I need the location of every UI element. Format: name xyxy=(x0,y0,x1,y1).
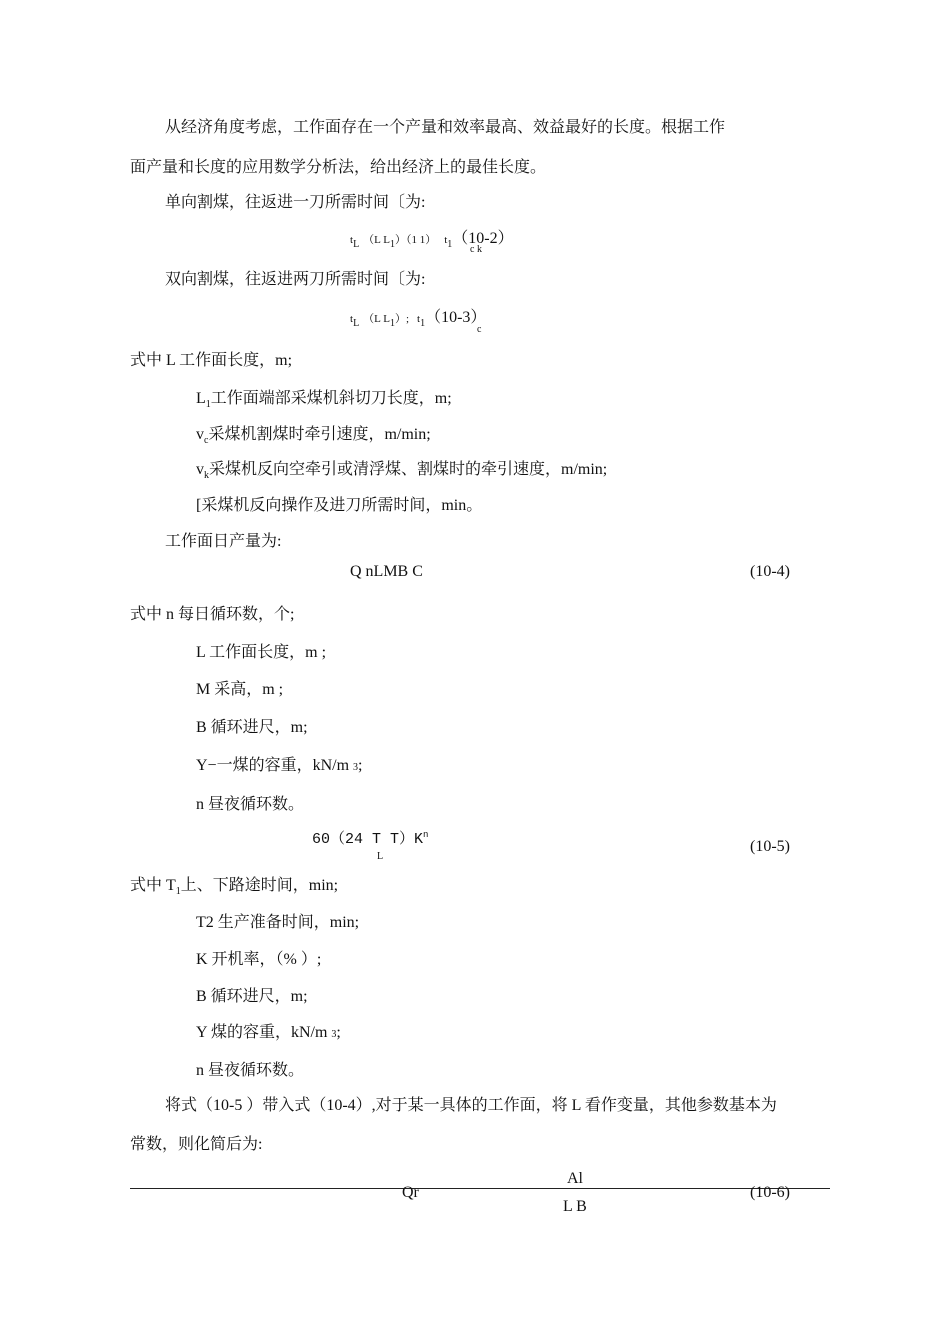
definition-item: B 循环进尺，m; xyxy=(196,719,308,736)
definition-item: $v_k$采煤机反向空牵引或清浮煤、割煤时的牵引速度，m/min; xyxy=(196,461,608,482)
equation-10-6-left: Qr xyxy=(402,1184,419,1201)
equation-number: (10-6) xyxy=(750,1184,790,1201)
equation-number: (10-5) xyxy=(750,838,790,855)
definition-item: B 循环进尺，m; xyxy=(196,988,308,1005)
definition-item: n 昼夜循环数。 xyxy=(196,796,305,813)
equation-10-4: Q nLMB C xyxy=(350,563,423,580)
equation-subscripts: c k xyxy=(470,244,482,255)
definition-item: M 采高，m ; xyxy=(196,681,284,698)
paragraph-line: 面产量和长度的应用数学分析法，给出经济上的最佳长度。 xyxy=(130,159,547,176)
definition-item: n 昼夜循环数。 xyxy=(196,1062,305,1079)
fraction-denominator: L B xyxy=(563,1198,587,1215)
definition-item: $L_1$工作面端部采煤机斜切刀长度，m; xyxy=(196,390,452,411)
definition-lead: 式中 L 工作面长度，m; xyxy=(130,352,293,369)
fraction-bar xyxy=(130,1188,830,1189)
equation-number: （10-3） xyxy=(425,309,487,326)
equation-subscripts: L xyxy=(377,851,384,862)
definition-item: [采煤机反向操作及进刀所需时间，min。 xyxy=(196,497,483,514)
equation-number: (10-4) xyxy=(750,563,790,580)
definition-item: Y−一煤的容重，kN/m 3; xyxy=(196,757,363,774)
paragraph-line: 单向割煤，往返进一刀所需时间〔为: xyxy=(165,194,426,211)
paragraph-line: 双向割煤，往返进两刀所需时间〔为: xyxy=(165,271,426,288)
paragraph-line: 常数，则化简后为: xyxy=(130,1136,263,1153)
equation-10-3: $t_L$ （L $L_1$）; $t_1(10-3)$ xyxy=(350,309,487,330)
equation-10-2: $t_L$ （L $L_1)(1$ 1） $t_1(10-2)$ xyxy=(350,230,514,251)
fraction-numerator: Al xyxy=(567,1170,583,1187)
paragraph-line: 将式（10-5 ）带入式（10-4）,对于某一具体的工作面，将 L 看作变量，其他参数基本为 xyxy=(165,1097,777,1114)
definition-item: T2 生产准备时间，min; xyxy=(196,914,360,931)
paragraph-line: 从经济角度考虑，工作面存在一个产量和效率最高、效益最好的长度。根据工作 xyxy=(165,119,726,136)
paragraph-line: 工作面日产量为: xyxy=(165,533,282,550)
equation-subscripts: c xyxy=(477,324,482,335)
definition-item: Y 煤的容重，kN/m 3; xyxy=(196,1024,341,1041)
definition-item: K 开机率，（% ）; xyxy=(196,951,322,968)
definition-lead: 式中 $T_1$上、下路途时间，min; xyxy=(130,877,339,898)
definition-item: $v_c$采煤机割煤时牵引速度，m/min; xyxy=(196,426,431,447)
definition-lead: 式中 n 每日循环数，个; xyxy=(130,606,295,623)
definition-item: L 工作面长度，m ; xyxy=(196,644,327,661)
equation-number: （10-2） xyxy=(452,230,514,247)
equation-10-5: 60（24 T $T)K^n$ xyxy=(312,830,429,848)
